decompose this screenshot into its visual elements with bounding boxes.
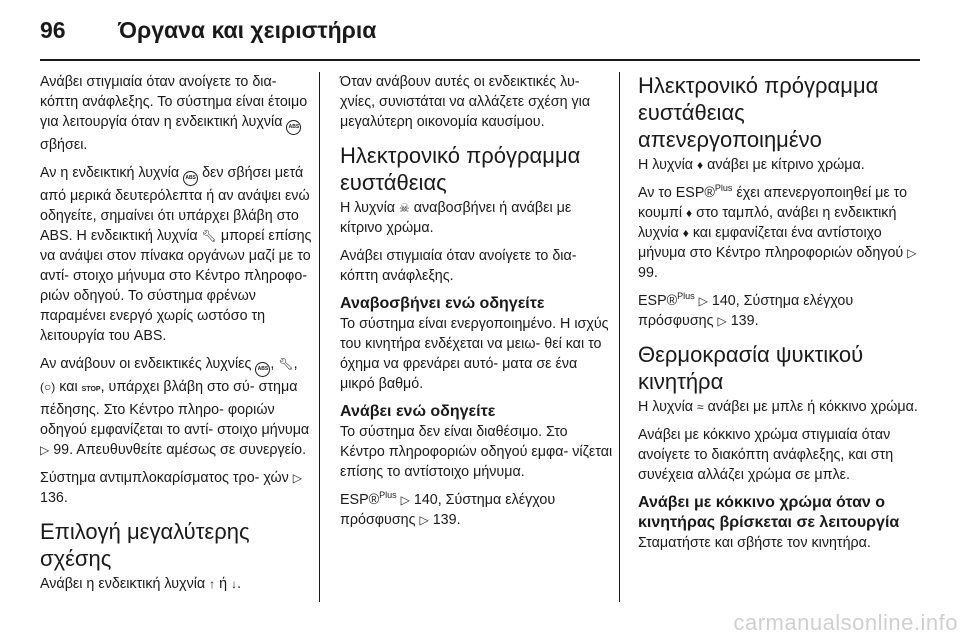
abs-warning-icon: ABS [286,120,301,135]
page-reference-icon: ▷ [400,493,410,507]
section-heading: Ηλεκτρονικό πρόγραμμα ευστάθειας [340,143,581,195]
paragraph: ESP®$^{Plus}$ ▷ 140, Σύστημα ελέγχου πρόσφυσης ▷ 139. [638,291,854,329]
abs-warning-icon: ABS [183,171,198,186]
wrench-icon: 🔧︎ [201,229,217,243]
paragraph: Ανάβει στιγμιαία όταν ανοίγετε το δια- κόπτη ανάφλεξης. Το σύστημα είναι έτοιμο για λειτουργία όταν η ενδεικτική λυχνία ABS σβήσει. [40,74,308,153]
esp-off-icon: ♦ [682,226,689,240]
paragraph: Το σύστημα είναι ενεργοποιημένο. Η ισχύς του κινητήρα ενδέχεται να μειω- θεί και το όχημα να φρενάρει αυτό- ματα σε ένα μικρό βαθμό. [340,316,609,392]
paragraph: Η λυχνία ≈ ανάβει με μπλε ή κόκκινο χρώμα. [638,399,918,415]
subsection-heading: Αναβοσβήνει ενώ οδηγείτε [340,295,545,312]
wrench-icon: 🔧︎ [278,357,294,371]
header-rule [40,59,920,61]
paragraph: Αν το ESP®$^{Plus}$ έχει απενεργοποιηθεί με το κουμπί ♦ στο ταμπλό, ανάβει η ενδεικτική λυχνία ♦ και εμφανίζεται ένα αντίστοιχο μήνυμα στο Κέντρο πληροφοριών οδηγού ▷ 99. [638,183,917,281]
paragraph: Η λυχνία ☠︎ αναβοσβήνει ή ανάβει με κίτρινο χρώμα. [340,200,572,236]
paragraph: Σύστημα αντιμπλοκαρίσματος τρο- χών ▷ 136. [40,470,303,506]
paragraph: Το σύστημα δεν είναι διαθέσιμο. Στο Κέντρο πληροφοριών οδηγού εμφα- νίζεται επίσης το αντίστοιχο μήνυμα. [340,424,613,480]
page-reference-icon: ▷ [907,246,917,260]
paragraph: Ανάβει με κόκκινο χρώμα στιγμιαία όταν ανοίγετε το διακόπτη ανάφλεξης, και στη συνέχεια αλλάζει χρώμα σε μπλε. [638,427,894,483]
section-heading: Επιλογή μεγαλύτερης σχέσης [40,519,250,571]
paragraph: Ανάβει η ενδεικτική λυχνία ↑ ή ↓. [40,576,242,592]
paragraph: Η λυχνία ♦ ανάβει με κίτρινο χρώμα. [638,157,865,173]
section-heading: Θερμοκρασία ψυκτικού κινητήρα [638,342,864,394]
column-3 [638,72,920,561]
section-heading: Ηλεκτρονικό πρόγραμμα ευστάθειας απενεργοποιημένο [638,73,879,152]
paragraph: Σταματήστε και σβήστε τον κινητήρα. [638,535,871,551]
page-reference-icon: ▷ [717,314,727,328]
paragraph: Αν ανάβουν οι ενδεικτικές λυχνίες ABS , 🔧︎, (○) και STOP, υπάρχει βλάβη στο σύ- στημα πέδησης. Στο Κέντρο πληρο- φοριών οδηγού εμφανίζεται το αντί- στοιχο μήνυμα ▷ 99. Απευθυνθείτε αμέσως σε συνεργείο. [40,356,310,458]
brake-warning-icon: (○) [40,380,56,394]
watermark: carmanualsonline.info [733,610,958,635]
subsection-heading: Ανάβει με κόκκινο χρώμα όταν ο κινητήρας βρίσκεται σε λειτουργία [638,494,900,531]
esp-off-icon: ♦ [697,158,704,172]
column-divider [319,72,320,602]
esp-icon: ☠︎ [399,201,410,215]
page-reference-icon: ▷ [292,471,303,485]
stop-icon: STOP [81,386,101,393]
page-reference-icon: ▷ [40,443,50,457]
paragraph: Αν η ενδεικτική λυχνία ABS δεν σβήσει μετά από μερικά δευτερόλεπτα ή αν ανάψει ενώ οδηγείτε, σημαίνει ότι υπάρχει βλάβη στο ABS. Η ενδεικτική λυχνία 🔧︎ μπορεί επίσης να ανάψει στον πίνακα οργάνων μαζί με το αντί- στοιχο μήνυμα στο Κέντρο πληροφο- ριών οδηγού. Το σύστημα φρένων παραμένει ενεργό χωρίς ωστόσο τη λειτουργία του ABS. [40,165,312,344]
shift-down-icon: ↓ [231,577,238,591]
paragraph: ESP®$^{Plus}$ ▷ 140, Σύστημα ελέγχου πρόσφυσης ▷ 139. [340,490,556,528]
page-title: Όργανα και χειριστήρια [118,17,377,43]
page-reference-icon: ▷ [698,294,708,308]
paragraph: Όταν ανάβουν αυτές οι ενδεικτικές λυ- χνίες, συνιστάται να αλλάζετε σχέση για μεγαλύτερη οικονομία καυσίμου. [340,74,591,130]
page-reference-icon: ▷ [419,513,429,527]
column-divider [619,72,620,602]
coolant-temperature-icon: ≈ [697,400,704,414]
page-header [0,0,960,62]
paragraph: Ανάβει στιγμιαία όταν ανοίγετε το δια- κόπτη ανάφλεξης. [340,248,577,284]
abs-warning-icon: ABS [255,362,270,377]
esp-off-icon: ♦ [686,206,693,220]
column-2 [340,72,615,538]
subsection-heading: Ανάβει ενώ οδηγείτε [340,403,496,420]
column-1 [40,72,315,602]
shift-up-icon: ↑ [209,577,216,591]
page-number: 96 [40,17,66,43]
